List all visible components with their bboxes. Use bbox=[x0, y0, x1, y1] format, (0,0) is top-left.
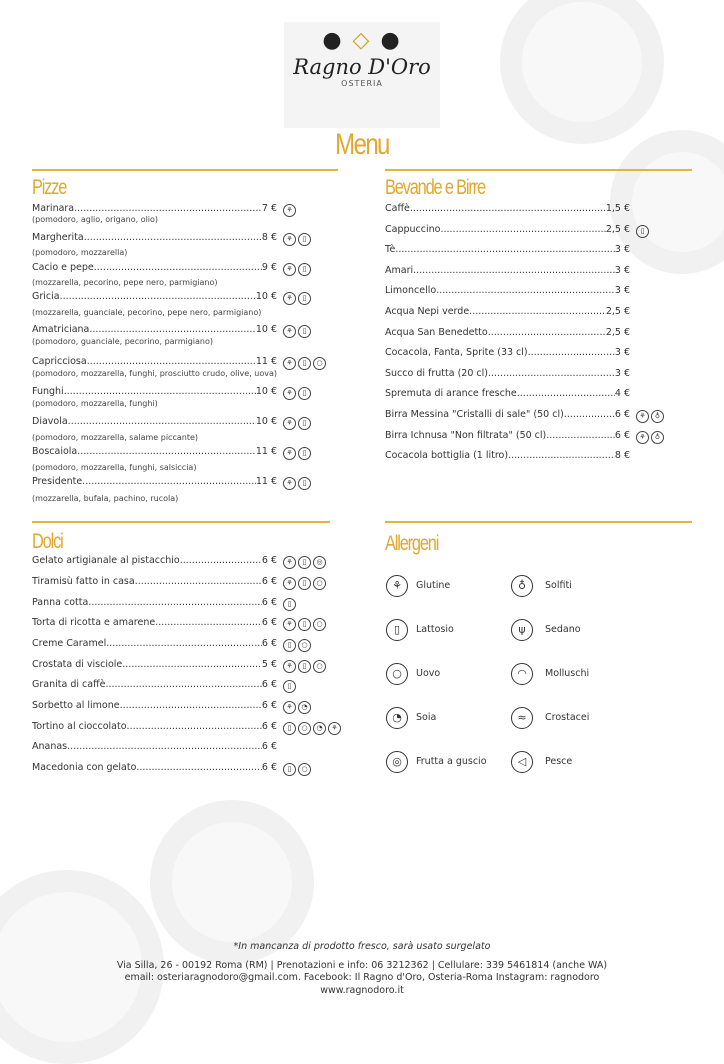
menu-item bbox=[32, 203, 277, 215]
dot-leader bbox=[395, 244, 615, 256]
glutine-allergen-icon: ⚘ bbox=[283, 577, 296, 590]
menu-item-name: Margherita bbox=[32, 232, 84, 243]
menu-item-name: Gelato artigianale al pistacchio bbox=[32, 555, 180, 566]
menu-item-price: 3 € bbox=[614, 347, 630, 358]
menu-item-name: Acqua San Benedetto bbox=[385, 327, 488, 338]
menu-item-name: Boscaiola bbox=[32, 446, 78, 457]
allergen-icons bbox=[283, 660, 326, 673]
solfiti-allergen-icon: ♁ bbox=[651, 431, 664, 444]
allergen-icons bbox=[283, 233, 311, 246]
dot-leader bbox=[105, 679, 261, 691]
menu-item-ingredients: (pomodoro, mozzarella, funghi, salsiccia) bbox=[32, 463, 197, 472]
menu-item-price: 8 € bbox=[614, 450, 630, 461]
menu-item bbox=[32, 659, 277, 671]
section-title-dolci: Dolci bbox=[32, 530, 63, 553]
menu-item bbox=[32, 741, 277, 753]
dot-leader bbox=[67, 741, 262, 753]
menu-item bbox=[32, 617, 277, 629]
dot-leader bbox=[88, 597, 262, 609]
sedano-icon: ψ bbox=[511, 619, 533, 641]
dot-leader bbox=[135, 576, 262, 588]
menu-item-price: 11 € bbox=[255, 476, 277, 487]
glutine-allergen-icon: ⚘ bbox=[283, 447, 296, 460]
divider bbox=[32, 521, 330, 523]
dot-leader bbox=[564, 409, 615, 421]
menu-item bbox=[32, 597, 277, 609]
glutine-allergen-icon: ⚘ bbox=[283, 325, 296, 338]
allergen-icons bbox=[636, 225, 649, 238]
menu-item bbox=[385, 265, 630, 277]
allergen-icons bbox=[283, 618, 326, 631]
menu-item-name: Tè bbox=[385, 244, 396, 255]
allergen-icons bbox=[283, 598, 296, 611]
menu-item-name: Cocacola, Fanta, Sprite (33 cl) bbox=[385, 347, 528, 358]
footer-note: *In mancanza di prodotto fresco, sarà usato surgelato bbox=[233, 941, 491, 952]
glutine-allergen-icon: ⚘ bbox=[283, 660, 296, 673]
allergen-label: Soia bbox=[416, 712, 437, 723]
menu-item-ingredients: (pomodoro, mozzarella, funghi) bbox=[32, 399, 158, 408]
lattosio-allergen-icon: ▯ bbox=[298, 447, 311, 460]
menu-item-name: Cocacola bottiglia (1 litro) bbox=[385, 450, 509, 461]
dot-leader bbox=[120, 700, 262, 712]
glutine-allergen-icon: ⚘ bbox=[283, 417, 296, 430]
footer-address: Via Silla, 26 - 00192 Roma (RM) | Prenotazioni e info: 06 3212362 | Cellulare: 339 5461814 (anche WA) bbox=[116, 960, 608, 971]
section-title-bevande: Bevande e Birre bbox=[385, 176, 485, 199]
menu-item bbox=[385, 285, 630, 297]
lattosio-allergen-icon: ▯ bbox=[298, 660, 311, 673]
menu-item-price: 3 € bbox=[614, 285, 630, 296]
menu-item-price: 3 € bbox=[614, 368, 630, 379]
lattosio-allergen-icon: ▯ bbox=[283, 763, 296, 776]
dot-leader bbox=[517, 388, 615, 400]
menu-item bbox=[385, 327, 630, 339]
menu-item bbox=[32, 416, 277, 428]
menu-item bbox=[32, 356, 277, 368]
menu-item bbox=[385, 450, 630, 462]
divider bbox=[385, 169, 692, 171]
allergen-label: Solfiti bbox=[545, 580, 572, 591]
uovo-allergen-icon: ○ bbox=[298, 722, 311, 735]
menu-item bbox=[32, 476, 277, 488]
lattosio-allergen-icon: ▯ bbox=[298, 618, 311, 631]
menu-item-name: Tiramisù fatto in casa bbox=[32, 576, 135, 587]
logo-spider-icon: ● ◇ ● bbox=[322, 28, 402, 53]
page-title: Menu bbox=[335, 128, 389, 161]
menu-item-price: 6 € bbox=[261, 617, 277, 628]
pesce-icon: ◁ bbox=[511, 751, 533, 773]
menu-item-price: 6 € bbox=[614, 430, 630, 441]
menu-item-price: 5 € bbox=[261, 659, 277, 670]
menu-item-price: 11 € bbox=[255, 356, 277, 367]
menu-item-name: Limoncello bbox=[385, 285, 437, 296]
menu-item-name: Amari bbox=[385, 265, 414, 276]
menu-item-price: 2,5 € bbox=[605, 224, 630, 235]
allergen-icons bbox=[283, 577, 326, 590]
menu-item-ingredients: (pomodoro, mozzarella) bbox=[32, 248, 128, 257]
menu-item bbox=[32, 762, 277, 774]
menu-item bbox=[32, 721, 277, 733]
menu-item-name: Torta di ricotta e amarene bbox=[32, 617, 156, 628]
dot-leader bbox=[136, 762, 262, 774]
menu-item-price: 10 € bbox=[255, 416, 277, 427]
uovo-allergen-icon: ○ bbox=[313, 618, 326, 631]
dot-leader bbox=[68, 416, 256, 428]
allergen-label: Sedano bbox=[545, 624, 581, 635]
allergen-icons bbox=[283, 447, 311, 460]
menu-item-name: Cappuccino bbox=[385, 224, 441, 235]
menu-item-price: 6 € bbox=[261, 762, 277, 773]
menu-item-name: Sorbetto al limone bbox=[32, 700, 120, 711]
dot-leader bbox=[77, 446, 256, 458]
soia-allergen-icon: ◔ bbox=[313, 722, 326, 735]
dot-leader bbox=[74, 203, 262, 215]
lattosio-allergen-icon: ▯ bbox=[298, 477, 311, 490]
menu-item-price: 6 € bbox=[261, 741, 277, 752]
menu-item bbox=[385, 306, 630, 318]
molluschi-icon: ◠ bbox=[511, 663, 533, 685]
uovo-allergen-icon: ○ bbox=[298, 639, 311, 652]
allergen-label: Glutine bbox=[416, 580, 451, 591]
crostacei-icon: ≈ bbox=[511, 707, 533, 729]
divider bbox=[32, 169, 338, 171]
allergen-icons bbox=[283, 417, 311, 430]
menu-item bbox=[32, 324, 277, 336]
allergen-icons bbox=[283, 204, 296, 217]
menu-item-price: 7 € bbox=[261, 203, 277, 214]
glutine-icon: ⚘ bbox=[386, 575, 408, 597]
logo-subtitle: OSTERIA bbox=[341, 79, 383, 88]
allergen-icons bbox=[283, 639, 311, 652]
menu-item bbox=[385, 368, 630, 380]
allergen-label: Lattosio bbox=[416, 624, 454, 635]
menu-item bbox=[32, 232, 277, 244]
glutine-allergen-icon: ⚘ bbox=[283, 292, 296, 305]
watermark-plate bbox=[150, 800, 314, 964]
allergen-icons bbox=[283, 680, 296, 693]
glutine-allergen-icon: ⚘ bbox=[283, 701, 296, 714]
menu-item bbox=[385, 409, 630, 421]
frutta-allergen-icon: ◎ bbox=[313, 556, 326, 569]
menu-item-price: 3 € bbox=[614, 265, 630, 276]
menu-item-name: Tortino al cioccolato bbox=[32, 721, 127, 732]
lattosio-allergen-icon: ▯ bbox=[283, 680, 296, 693]
menu-item-price: 6 € bbox=[261, 638, 277, 649]
lattosio-allergen-icon: ▯ bbox=[283, 639, 296, 652]
watermark-plate bbox=[500, 0, 664, 144]
menu-item-price: 2,5 € bbox=[605, 306, 630, 317]
footer-contacts: email: osteriaragnodoro@gmail.com. Facebook: Il Ragno d'Oro, Osteria-Roma Instagram: ragnodoro bbox=[124, 972, 600, 983]
dot-leader bbox=[413, 265, 615, 277]
glutine-allergen-icon: ⚘ bbox=[283, 204, 296, 217]
menu-item-name: Panna cotta bbox=[32, 597, 89, 608]
menu-item bbox=[32, 555, 277, 567]
dot-leader bbox=[94, 262, 262, 274]
allergen-icons bbox=[283, 357, 326, 370]
footer-website[interactable]: www.ragnodoro.it bbox=[320, 985, 404, 996]
menu-item-price: 6 € bbox=[261, 576, 277, 587]
section-title-pizze: Pizze bbox=[32, 176, 67, 199]
menu-item-price: 1,5 € bbox=[605, 203, 630, 214]
menu-item-price: 6 € bbox=[261, 721, 277, 732]
menu-item-ingredients: (mozzarella, guanciale, pecorino, pepe nero, parmigiano) bbox=[32, 308, 262, 317]
dot-leader bbox=[84, 232, 262, 244]
menu-item-price: 4 € bbox=[614, 388, 630, 399]
dot-leader bbox=[106, 638, 262, 650]
menu-item-name: Ananas bbox=[32, 741, 68, 752]
dot-leader bbox=[469, 306, 606, 318]
lattosio-allergen-icon: ▯ bbox=[298, 556, 311, 569]
dot-leader bbox=[436, 285, 615, 297]
menu-item-ingredients: (pomodoro, mozzarella, salame piccante) bbox=[32, 433, 199, 442]
allergen-icons bbox=[636, 431, 664, 444]
section-title-allergeni: Allergeni bbox=[385, 532, 439, 555]
glutine-allergen-icon: ⚘ bbox=[283, 263, 296, 276]
dot-leader bbox=[528, 347, 615, 359]
menu-item-price: 9 € bbox=[261, 262, 277, 273]
allergen-icons bbox=[283, 263, 311, 276]
lattosio-allergen-icon: ▯ bbox=[298, 263, 311, 276]
menu-item bbox=[32, 446, 277, 458]
menu-item-name: Capricciosa bbox=[32, 356, 87, 367]
allergen-icons bbox=[283, 325, 311, 338]
menu-item bbox=[385, 388, 630, 400]
glutine-allergen-icon: ⚘ bbox=[283, 357, 296, 370]
menu-item-price: 10 € bbox=[255, 324, 277, 335]
allergen-label: Pesce bbox=[545, 756, 573, 767]
lattosio-allergen-icon: ▯ bbox=[298, 387, 311, 400]
dot-leader bbox=[180, 555, 262, 567]
lattosio-allergen-icon: ▯ bbox=[298, 577, 311, 590]
glutine-allergen-icon: ⚘ bbox=[283, 556, 296, 569]
solfiti-allergen-icon: ♁ bbox=[651, 410, 664, 423]
lattosio-allergen-icon: ▯ bbox=[636, 225, 649, 238]
uovo-allergen-icon: ○ bbox=[298, 763, 311, 776]
glutine-allergen-icon: ⚘ bbox=[283, 233, 296, 246]
menu-item-name: Crostata di visciole bbox=[32, 659, 123, 670]
lattosio-allergen-icon: ▯ bbox=[298, 325, 311, 338]
menu-item-price: 2,5 € bbox=[605, 327, 630, 338]
lattosio-allergen-icon: ▯ bbox=[283, 722, 296, 735]
menu-item bbox=[385, 224, 630, 236]
menu-item-name: Diavola bbox=[32, 416, 68, 427]
menu-item-price: 10 € bbox=[255, 291, 277, 302]
menu-item bbox=[385, 203, 630, 215]
menu-item-name: Birra Ichnusa "Non filtrata" (50 cl) bbox=[385, 430, 547, 441]
menu-item-price: 6 € bbox=[261, 597, 277, 608]
menu-item-ingredients: (mozzarella, pecorino, pepe nero, parmigiano) bbox=[32, 278, 218, 287]
glutine-allergen-icon: ⚘ bbox=[636, 410, 649, 423]
menu-item-name: Presidente bbox=[32, 476, 83, 487]
allergen-icons bbox=[283, 701, 311, 714]
glutine-allergen-icon: ⚘ bbox=[283, 618, 296, 631]
lattosio-allergen-icon: ▯ bbox=[298, 233, 311, 246]
dot-leader bbox=[64, 386, 256, 398]
allergen-icons bbox=[283, 292, 311, 305]
dot-leader bbox=[87, 356, 256, 368]
menu-item-price: 6 € bbox=[261, 555, 277, 566]
dot-leader bbox=[89, 324, 255, 336]
allergen-icons bbox=[283, 556, 326, 569]
glutine-allergen-icon: ⚘ bbox=[636, 431, 649, 444]
menu-item-name: Gricia bbox=[32, 291, 60, 302]
uovo-allergen-icon: ○ bbox=[313, 357, 326, 370]
lattosio-allergen-icon: ▯ bbox=[298, 357, 311, 370]
dot-leader bbox=[488, 327, 606, 339]
dot-leader bbox=[127, 721, 262, 733]
menu-item bbox=[32, 679, 277, 691]
allergen-label: Crostacei bbox=[545, 712, 590, 723]
dot-leader bbox=[60, 291, 256, 303]
lattosio-allergen-icon: ▯ bbox=[283, 598, 296, 611]
glutine-allergen-icon: ⚘ bbox=[328, 722, 341, 735]
soia-allergen-icon: ◔ bbox=[298, 701, 311, 714]
uovo-icon: ○ bbox=[386, 663, 408, 685]
menu-item-price: 8 € bbox=[261, 232, 277, 243]
menu-item-name: Creme Caramel bbox=[32, 638, 107, 649]
dot-leader bbox=[82, 476, 256, 488]
uovo-allergen-icon: ○ bbox=[313, 577, 326, 590]
solfiti-icon: ♁ bbox=[511, 575, 533, 597]
allergen-icons bbox=[283, 722, 341, 735]
menu-item bbox=[32, 638, 277, 650]
menu-item bbox=[32, 262, 277, 274]
lattosio-icon: ▯ bbox=[386, 619, 408, 641]
glutine-allergen-icon: ⚘ bbox=[283, 477, 296, 490]
menu-item-price: 6 € bbox=[261, 679, 277, 690]
dot-leader bbox=[410, 203, 606, 215]
dot-leader bbox=[546, 430, 615, 442]
menu-item bbox=[32, 291, 277, 303]
logo bbox=[284, 22, 440, 128]
menu-item-name: Amatriciana bbox=[32, 324, 90, 335]
menu-item-name: Macedonia con gelato bbox=[32, 762, 137, 773]
menu-item bbox=[32, 386, 277, 398]
logo-name: Ragno D'Oro bbox=[293, 55, 431, 79]
menu-item-price: 3 € bbox=[614, 244, 630, 255]
menu-item-price: 10 € bbox=[255, 386, 277, 397]
menu-item-name: Spremuta di arance fresche bbox=[385, 388, 517, 399]
lattosio-allergen-icon: ▯ bbox=[298, 292, 311, 305]
menu-item-ingredients: (pomodoro, guanciale, pecorino, parmigiano) bbox=[32, 337, 214, 346]
menu-item-name: Funghi bbox=[32, 386, 64, 397]
menu-item-name: Cacio e pepe bbox=[32, 262, 94, 273]
allergen-icons bbox=[283, 477, 311, 490]
glutine-allergen-icon: ⚘ bbox=[283, 387, 296, 400]
menu-item-price: 11 € bbox=[255, 446, 277, 457]
allergen-icons bbox=[636, 410, 664, 423]
allergen-label: Frutta a guscio bbox=[416, 756, 487, 767]
dot-leader bbox=[440, 224, 605, 236]
menu-item bbox=[385, 430, 630, 442]
menu-item-name: Marinara bbox=[32, 203, 75, 214]
menu-item-ingredients: (pomodoro, mozzarella, funghi, prosciutto crudo, olive, uova) bbox=[32, 369, 277, 378]
menu-item-name: Succo di frutta (20 cl) bbox=[385, 368, 488, 379]
menu-item-price: 6 € bbox=[261, 700, 277, 711]
menu-item bbox=[385, 244, 630, 256]
menu-item-name: Birra Messina "Cristalli di sale" (50 cl) bbox=[385, 409, 564, 420]
allergen-label: Molluschi bbox=[545, 668, 590, 679]
dot-leader bbox=[155, 617, 262, 629]
menu-item bbox=[32, 576, 277, 588]
menu-item bbox=[385, 347, 630, 359]
allergen-icons bbox=[283, 387, 311, 400]
uovo-allergen-icon: ○ bbox=[313, 660, 326, 673]
menu-item-name: Granita di caffè bbox=[32, 679, 106, 690]
allergen-icons bbox=[283, 763, 311, 776]
menu-item-price: 6 € bbox=[614, 409, 630, 420]
menu-item-name: Acqua Nepi verde bbox=[385, 306, 470, 317]
dot-leader bbox=[488, 368, 615, 380]
menu-item-ingredients: (mozzarella, bufala, pachino, rucola) bbox=[32, 494, 179, 503]
dot-leader bbox=[122, 659, 262, 671]
divider bbox=[385, 521, 692, 523]
menu-item-name: Caffè bbox=[385, 203, 410, 214]
menu-item-ingredients: (pomodoro, aglio, origano, olio) bbox=[32, 215, 159, 224]
menu-item bbox=[32, 700, 277, 712]
lattosio-allergen-icon: ▯ bbox=[298, 417, 311, 430]
frutta-icon: ◎ bbox=[386, 751, 408, 773]
soia-icon: ◔ bbox=[386, 707, 408, 729]
dot-leader bbox=[508, 450, 615, 462]
allergen-label: Uovo bbox=[416, 668, 441, 679]
